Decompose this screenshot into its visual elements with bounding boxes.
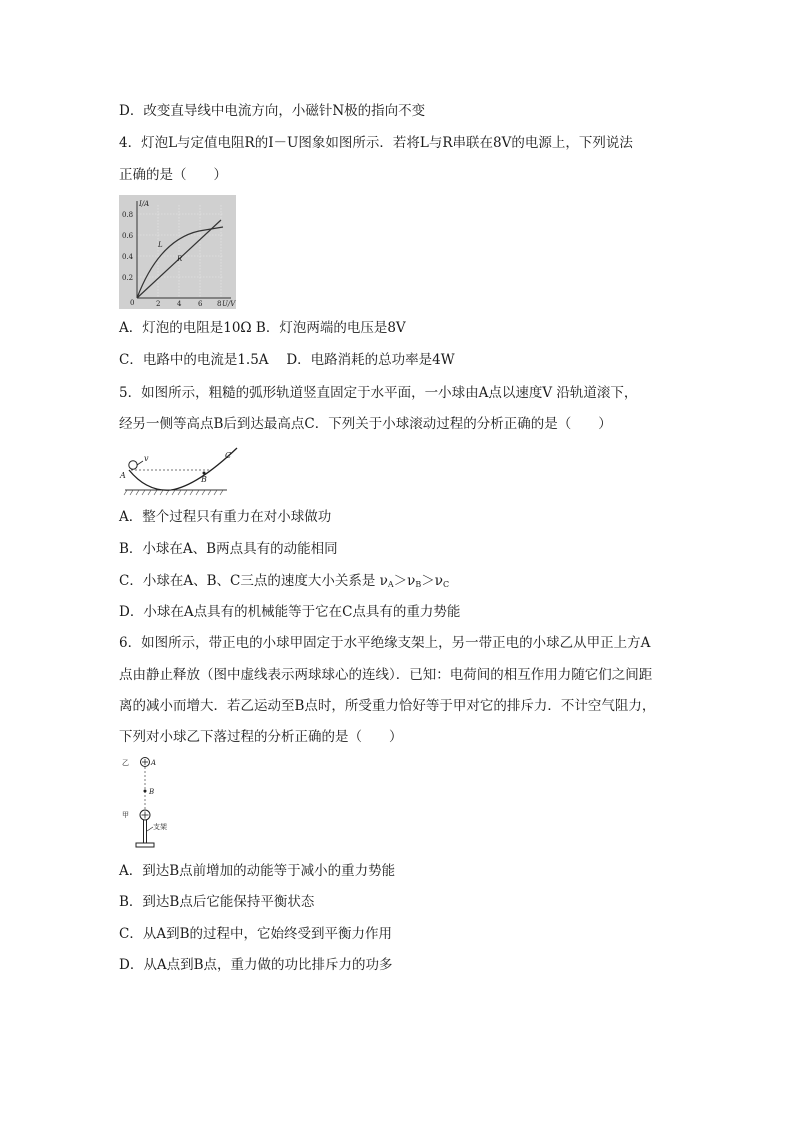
q4-options-ab: A．灯泡的电阻是10Ω B．灯泡两端的电压是8V bbox=[119, 320, 406, 336]
q4-options-cd: C．电路中的电流是1.5A D．电路消耗的总功率是4W bbox=[119, 352, 455, 368]
iu-y-tick: 0.6 bbox=[122, 232, 134, 240]
q6-stem-line4: 下列对小球乙下落过程的分析正确的是（ ） bbox=[119, 729, 403, 745]
q6-stem-line1: 6．如图所示，带正电的小球甲固定于水平绝缘支架上，另一带正电的小球乙从甲正上方A bbox=[119, 635, 651, 651]
q6-option-c: C．从A到B的过程中，它始终受到平衡力作用 bbox=[119, 926, 392, 942]
iu-y-tick: 0.2 bbox=[122, 274, 134, 282]
iu-x-tick: 8 bbox=[217, 300, 222, 308]
arc-track-figure bbox=[119, 446, 239, 498]
iu-x-tick: 4 bbox=[177, 300, 182, 308]
q5-option-b: B．小球在A、B两点具有的动能相同 bbox=[119, 541, 338, 557]
iu-curve-r-label: R bbox=[177, 255, 183, 263]
charged-balls-figure bbox=[119, 755, 185, 851]
q6-option-d: D．从A点到B点，重力做的功比排斥力的功多 bbox=[119, 957, 393, 973]
track-velocity-label: v bbox=[144, 454, 149, 463]
iu-origin-label: 0 bbox=[130, 299, 135, 307]
stand-label: 支架 bbox=[153, 823, 167, 831]
q6-option-b: B．到达B点后它能保持平衡状态 bbox=[119, 894, 315, 910]
q4-stem-line1: 4．灯泡L与定值电阻R的I－U图象如图所示．若将L与R串联在8V的电源上，下列说法 bbox=[119, 135, 633, 151]
ball-yi-label: 乙 bbox=[122, 759, 129, 767]
q5-option-d: D．小球在A点具有的机械能等于它在C点具有的重力势能 bbox=[119, 604, 461, 620]
q4-stem-line2: 正确的是（ ） bbox=[119, 167, 227, 183]
q6-option-a: A．到达B点前增加的动能等于减小的重力势能 bbox=[119, 863, 396, 879]
iu-x-axis-label: U/V bbox=[222, 300, 236, 308]
iu-x-tick: 6 bbox=[198, 300, 203, 308]
point-a-label: A bbox=[151, 759, 157, 767]
q6-stem-line3: 离的减小而增大．若乙运动至B点时，所受重力恰好等于甲对它的排斥力．不计空气阻力， bbox=[119, 698, 656, 714]
q3-option-d: D．改变直导线中电流方向，小磁针N极的指向不变 bbox=[119, 103, 426, 119]
track-point-c-label: C bbox=[225, 451, 232, 460]
q6-stem-line2: 点由静止释放（图中虚线表示两球球心的连线）．已知：电荷间的相互作用力随它们之间距 bbox=[119, 667, 653, 683]
track-point-a-label: A bbox=[120, 471, 126, 480]
ball-jia-label: 甲 bbox=[122, 811, 129, 819]
iu-y-tick: 0.8 bbox=[122, 211, 134, 219]
point-b-label: B bbox=[149, 788, 155, 796]
q5-option-a: A．整个过程只有重力在对小球做功 bbox=[119, 509, 332, 525]
iu-curve-l-label: L bbox=[158, 241, 163, 249]
q5-stem-line2: 经另一侧等高点B后到达最高点C．下列关于小球滚动过程的分析正确的是（ ） bbox=[119, 416, 612, 432]
q5-stem-line1: 5．如图所示，粗糙的弧形轨道竖直固定于水平面，一小球由A点以速度V 沿轨道滚下， bbox=[119, 385, 638, 401]
track-point-b-label: B bbox=[201, 475, 207, 484]
q5-option-c: C．小球在A、B、C三点的速度大小关系是 $\nu_A>\nu_B>\nu_C$ bbox=[119, 573, 450, 589]
iu-y-tick: 0.4 bbox=[122, 253, 134, 261]
iu-x-tick: 2 bbox=[156, 300, 161, 308]
iu-y-axis-label: I/A bbox=[139, 200, 150, 208]
iu-graph-figure bbox=[119, 195, 236, 309]
